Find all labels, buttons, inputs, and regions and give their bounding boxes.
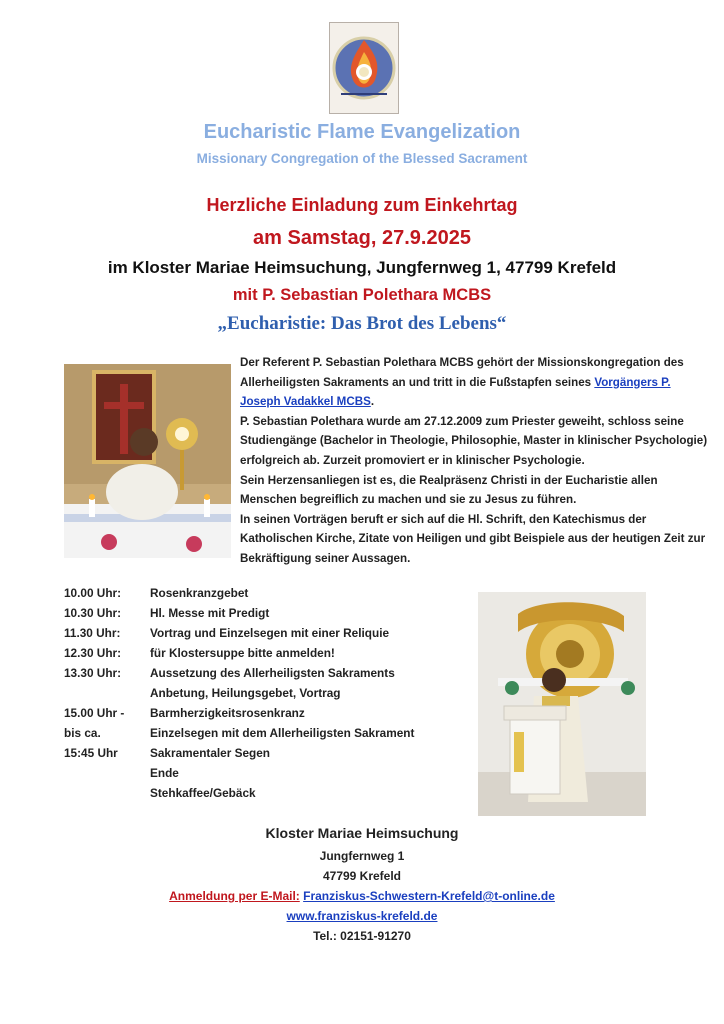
- bio-text: Der Referent P. Sebastian Polethara MCBS gehört der Missionskongregation des Allerheiligsten Sakraments an und tritt in die Fußstapfen seines: [240, 356, 684, 389]
- bio-paragraph-4: In seinen Vorträgen beruft er sich auf die Hl. Schrift, den Katechismus der Katholischen Kirche, Zitate von Heiligen und gibt Beispiele aus der heutigen Zeit zur Bekräftigung seiner Aussagen.: [240, 512, 706, 565]
- schedule-desc: für Klostersuppe bitte anmelden!: [150, 646, 335, 660]
- email-link[interactable]: Franziskus-Schwestern-Krefeld@t-online.de: [303, 889, 555, 903]
- schedule-row: [64, 763, 464, 783]
- schedule-desc: Sakramentaler Segen: [150, 746, 270, 760]
- schedule-desc: Aussetzung des Allerheiligsten Sakraments: [150, 666, 395, 680]
- org-subtitle: Missionary Congregation of the Blessed Sacrament: [196, 151, 528, 166]
- schedule-row: [64, 723, 464, 743]
- venue-city: 47799 Krefeld: [322, 869, 402, 883]
- registration-line: [0, 886, 724, 906]
- schedule-row: [64, 783, 464, 803]
- schedule-time: 11.30 Uhr:: [64, 626, 121, 640]
- bio-paragraph-2: P. Sebastian Polethara wurde am 27.12.2009 zum Priester geweiht, schloss seine Studiengänge (Bachelor in Theologie, Philosophie, Master in klinischer Psychologie) erfolgreich ab. Zurzeit promoviert er in klinischer Psychologie.: [240, 414, 708, 467]
- schedule-row: [64, 583, 464, 603]
- event-date: am Samstag, 27.9.2025: [253, 227, 471, 249]
- schedule-row: [64, 603, 464, 623]
- event-location: im Kloster Mariae Heimsuchung, Jungfernweg 1, 47799 Krefeld: [107, 258, 617, 277]
- schedule-row: [64, 743, 464, 763]
- schedule-row: [64, 623, 464, 643]
- schedule-desc: Barmherzigkeitsrosenkranz: [150, 706, 305, 720]
- schedule-desc: Rosenkranzgebet: [150, 586, 249, 600]
- flame-host-logo: [329, 22, 399, 114]
- priest-monstrance-photo: [64, 364, 231, 558]
- predecessor-link[interactable]: Vorgängers P. Joseph Vadakkel MCBS: [240, 375, 671, 409]
- schedule-desc: Hl. Messe mit Predigt: [150, 606, 270, 620]
- schedule-time: 12.30 Uhr:: [64, 646, 122, 660]
- website-link[interactable]: www.franziskus-krefeld.de: [286, 909, 438, 923]
- schedule-desc: Stehkaffee/Gebäck: [150, 786, 256, 800]
- schedule-time: 10.00 Uhr:: [64, 586, 122, 600]
- venue-street: Jungfernweg 1: [319, 849, 405, 863]
- schedule-row: [64, 703, 464, 723]
- schedule-time: bis ca.: [64, 726, 101, 740]
- org-name: Eucharistic Flame Evangelization: [203, 121, 521, 143]
- event-topic: „Eucharistie: Das Brot des Lebens“: [217, 313, 507, 334]
- event-speaker: mit P. Sebastian Polethara MCBS: [232, 286, 492, 304]
- contact-footer: [0, 820, 724, 946]
- bio-paragraph-3: Sein Herzensanliegen ist es, die Realpräsenz Christi in der Eucharistie allen Menschen begreiflich zu machen und sie zu Jesus zu führen.: [240, 473, 658, 507]
- schedule-time: 15.00 Uhr -: [64, 706, 125, 720]
- schedule-time: 15:45 Uhr: [64, 746, 118, 760]
- registration-label: Anmeldung per E-Mail:: [169, 889, 300, 903]
- invitation-heading: Herzliche Einladung zum Einkehrtag: [206, 195, 518, 215]
- schedule-desc: Vortrag und Einzelsegen mit einer Reliquie: [150, 626, 390, 640]
- website-line: [0, 906, 724, 926]
- schedule-time: 10.30 Uhr:: [64, 606, 122, 620]
- venue-name: Kloster Mariae Heimsuchung: [265, 825, 459, 841]
- schedule-desc: Einzelsegen mit dem Allerheiligsten Sakrament: [150, 726, 415, 740]
- event-schedule: [64, 583, 464, 803]
- schedule-row: [64, 683, 464, 703]
- priest-lectern-photo: [478, 592, 646, 816]
- schedule-desc: Ende: [150, 766, 179, 780]
- phone-number: Tel.: 02151-91270: [313, 929, 411, 943]
- bio-punct: .: [370, 395, 375, 409]
- schedule-row: [64, 643, 464, 663]
- schedule-time: 13.30 Uhr:: [64, 666, 122, 680]
- schedule-row: [64, 663, 464, 683]
- speaker-bio: [240, 353, 710, 569]
- bio-paragraph-1: [240, 353, 710, 412]
- schedule-desc: Anbetung, Heilungsgebet, Vortrag: [150, 686, 341, 700]
